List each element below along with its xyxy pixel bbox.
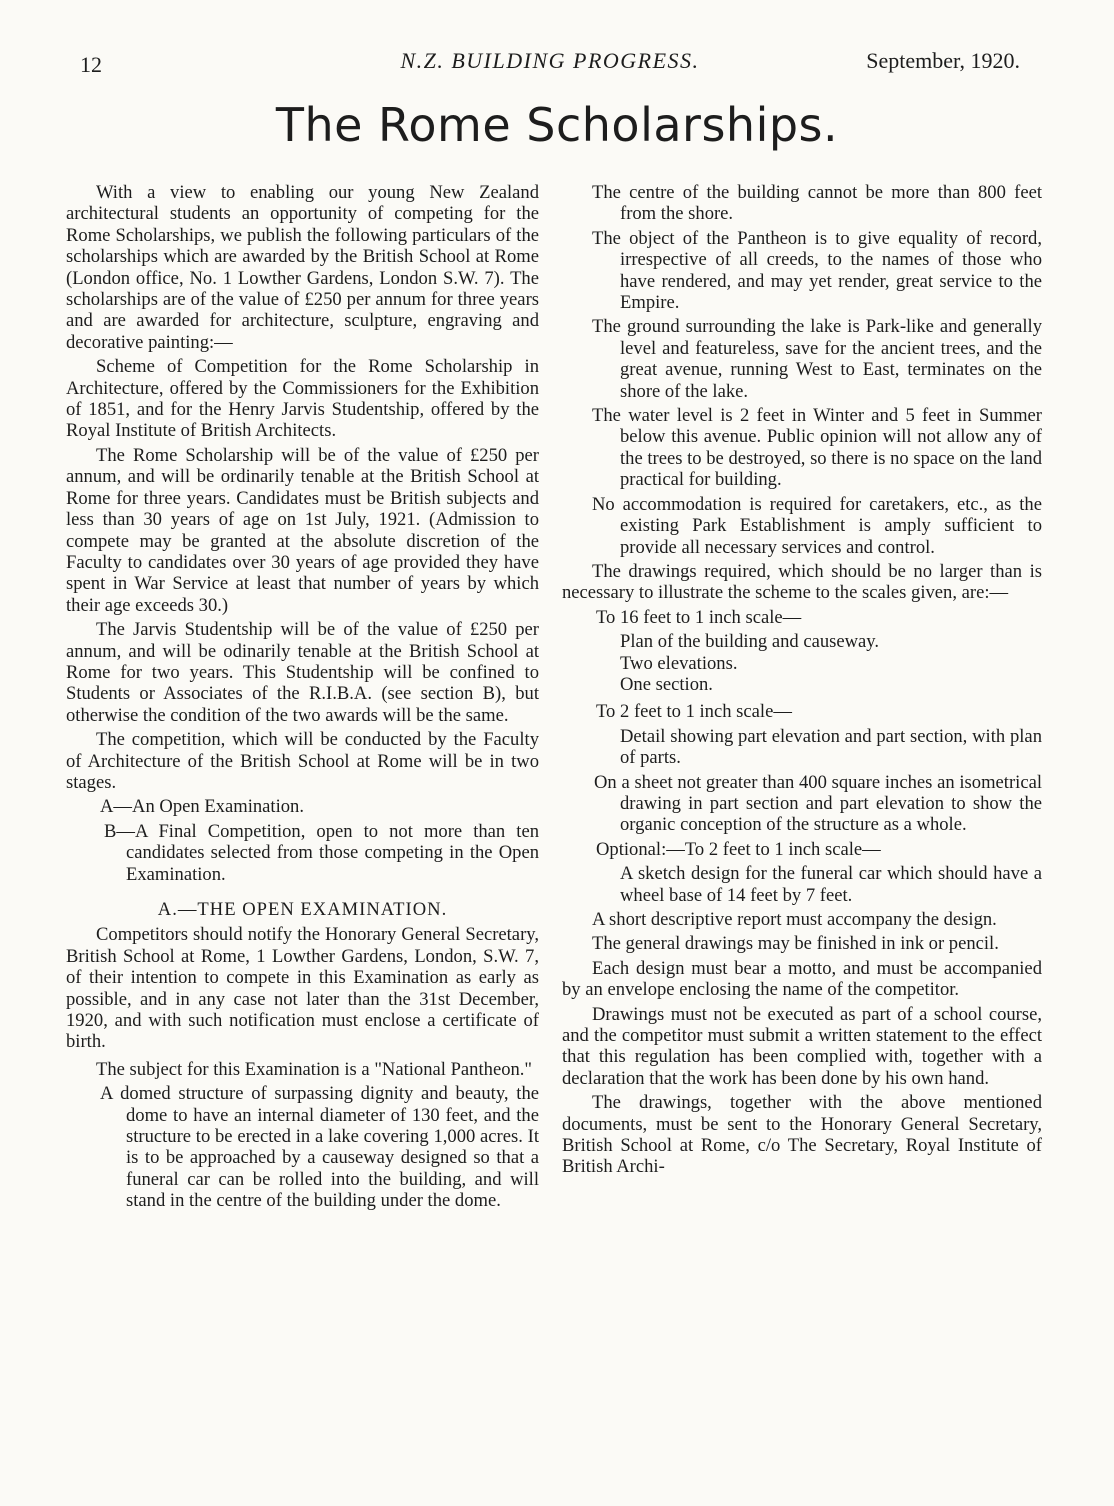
- publication-name: N.Z. BUILDING PROGRESS.: [400, 48, 700, 73]
- paragraph: The ground surrounding the lake is Park-like and generally level and featureless, save for the ancient trees, and the great avenue, running West to East, terminates on the shore of the lake.: [592, 316, 1042, 402]
- issue-date: September, 1920.: [866, 48, 1020, 73]
- paragraph: With a view to enabling our young New Zealand architectural students an opportunity of competing for the Rome Scholarships, we publish the following particulars of the scholarships which are awarded by the British School at Rome (London office, No. 1 Lowther Gardens, London S.W. 7). The scholarships are of the value of £250 per annum for three years and are awarded for architecture, sculpture, engraving and decorative painting:—: [66, 182, 539, 353]
- list-item: Plan of the building and causeway.: [620, 631, 880, 653]
- scale-heading: Optional:—To 2 feet to 1 inch scale—: [596, 838, 881, 860]
- paragraph: The water level is 2 feet in Winter and 5 feet in Summer below this avenue. Public opinion will not allow any of the trees to be destroyed, so there is no space on the land practical for building.: [592, 405, 1042, 491]
- paragraph: On a sheet not greater than 400 square inches an isometrical drawing in part section and part elevation to show the organic conception of the structure as a whole.: [594, 771, 1042, 836]
- scale-heading: To 16 feet to 1 inch scale—: [596, 606, 802, 628]
- paragraph: Competitors should notify the Honorary General Secretary, British School at Rome, 1 Lowther Gardens, London, S.W. 7, of their intention to compete in this Examination as early as possible, and in any case not later than the 31st December, 1920, and with such notification must enclose a certificate of birth.: [66, 924, 539, 1053]
- paragraph: The object of the Pantheon is to give equality of record, irrespective of all creeds, to the names of those who have rendered, and may yet render, great service to the Empire.: [592, 227, 1042, 314]
- list-item: One section.: [620, 673, 713, 695]
- paragraph: The Jarvis Studentship will be of the value of £250 per annum, and will be odinarily tenable at the British School at Rome for two years. This Studentship will be confined to Students or Associates of the R.I.B.A. (see section B), but otherwise the condition of the two awards will be the same.: [66, 619, 539, 726]
- paragraph: The competition, which will be conducted by the Faculty of Architecture of the British School at Rome will be in two stages.: [66, 729, 539, 793]
- page-number: 12: [80, 52, 102, 77]
- paragraph: The subject for this Examination is a "National Pantheon.": [96, 1058, 533, 1080]
- paragraph: A domed structure of surpassing dignity and beauty, the dome to have an internal diameter of 130 feet, and the structure to be erected in a lake covering 1,000 acres. It is to be approached by a causeway designed so that a funeral car can be rolled into the building, and will stand in the centre of the building under the dome.: [100, 1083, 539, 1212]
- stage-a: A—An Open Examination.: [100, 796, 304, 818]
- right-column: [562, 182, 1042, 1181]
- paragraph: The general drawings may be finished in ink or pencil.: [592, 933, 999, 955]
- article-title: The Rome Scholarships.: [275, 98, 839, 152]
- list-item: Detail showing part elevation and part section, with plan of parts.: [620, 725, 1042, 769]
- section-heading: A.—THE OPEN EXAMINATION.: [157, 899, 448, 920]
- paragraph: The drawings, together with the above mentioned documents, must be sent to the Honorary General Secretary, British School at Rome, c/o The Secretary, Royal Institute of British Archi-: [562, 1092, 1042, 1178]
- paragraph: Each design must bear a motto, and must be accompanied by an envelope enclosing the name of the competitor.: [562, 957, 1042, 1001]
- paragraph: The drawings required, which should be no larger than is necessary to illustrate the scheme to the scales given, are:—: [562, 560, 1042, 604]
- paragraph: Drawings must not be executed as part of a school course, and the competitor must submit a written statement to the effect that this regulation has been complied with, together with a declaration that the work has been done by his own hand.: [562, 1003, 1042, 1089]
- paragraph: Scheme of Competition for the Rome Scholarship in Architecture, offered by the Commissioners for the Exhibition of 1851, and for the Henry Jarvis Studentship, offered by the Royal Institute of British Architects.: [66, 356, 539, 442]
- paragraph: A short descriptive report must accompany the design.: [592, 909, 997, 930]
- paragraph: The centre of the building cannot be more than 800 feet from the shore.: [592, 182, 1042, 225]
- paragraph: No accommodation is required for caretakers, etc., as the existing Park Establishment is amply sufficient to provide all necessary services and control.: [592, 493, 1042, 558]
- page-header: [80, 44, 1020, 78]
- left-column: [66, 182, 539, 1215]
- paragraph: The Rome Scholarship will be of the value of £250 per annum, and will be ordinarily tenable at the British School at Rome for three years. Candidates must be British subjects and less than 30 years of age on 1st July, 1921. (Admission to compete may be granted at the absolute discretion of the Faculty to candidates over 30 years of age provided they have spent in War Service at least that number of years by which their age exceeds 30.): [66, 444, 539, 616]
- scale-heading: To 2 feet to 1 inch scale—: [596, 701, 792, 723]
- list-item: A sketch design for the funeral car which should have a wheel base of 14 feet by 7 feet.: [620, 863, 1042, 906]
- stage-b: B—A Final Competition, open to not more than ten candidates selected from those competing in the Open Examination.: [104, 820, 539, 885]
- list-item: Two elevations.: [620, 652, 738, 674]
